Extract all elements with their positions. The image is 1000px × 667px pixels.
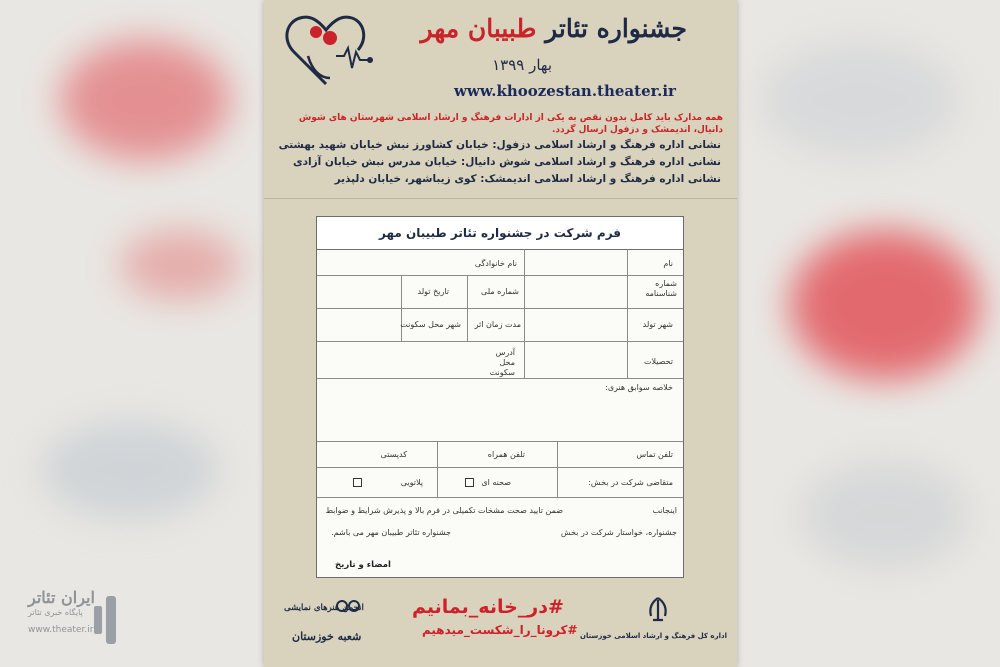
stage-checkbox[interactable] <box>465 478 474 487</box>
org-theater-khuzestan-branch: شعبه خوزستان <box>292 630 362 643</box>
label-postal-code: کدپستی <box>380 450 407 459</box>
website-url: www.khoozestan.theater.ir <box>454 82 676 100</box>
declaration-line-1: اینجانب <box>652 506 677 515</box>
label-applicant-section: متقاضی شرکت در بخش: <box>588 478 673 487</box>
col-divider <box>437 467 438 497</box>
title-main: جشنواره تئاتر <box>545 14 687 43</box>
iran-emblem-icon <box>643 596 673 624</box>
stethoscope-heart-logo-icon <box>278 8 376 92</box>
org-theater-association: انجمن هنرهای نمایشی <box>284 603 364 613</box>
label-duration: مدت زمان اثر <box>474 320 521 329</box>
label-phone: تلفن تماس <box>636 450 673 459</box>
label-birth-city: شهر تولد <box>642 320 673 329</box>
submission-notice: همه مدارک باید کامل بدون نقص به یکی از ادارات فرهنگ و ارشاد اسلامی شهرستان های شوش دانیال، اندیمشک و دزفول ارسال گردد. <box>298 113 723 135</box>
label-art-history: خلاصه سوابق هنری: <box>605 383 673 392</box>
col-divider <box>627 249 628 378</box>
platform-checkbox[interactable] <box>353 478 362 487</box>
label-education: تحصیلات <box>643 357 673 366</box>
watermark-text: ایران تئاتر <box>28 588 95 607</box>
row-divider <box>317 308 683 309</box>
watermark-url: www.theater.ir <box>28 625 94 635</box>
registration-form <box>316 216 684 578</box>
hashtag-defeat-corona: #کرونا_را_شکست_میدهیم <box>422 623 578 637</box>
label-platform: پلاتویی <box>400 478 423 487</box>
label-residence-city: شهر محل سکونت <box>400 320 461 329</box>
col-divider <box>437 441 438 467</box>
watermark-subtitle: پایگاه خبری تئاتر <box>28 608 83 617</box>
label-stage: صحنه ای <box>481 478 511 487</box>
divider <box>264 198 737 199</box>
label-family: نام خانوادگی <box>474 259 517 268</box>
address-shush: نشانی اداره فرهنگ و ارشاد اسلامی شوش دانیال: خیابان مدرس نبش خیابان آزادی <box>293 156 721 168</box>
col-divider <box>401 275 402 341</box>
row-divider <box>317 441 683 442</box>
address-andimeshk: نشانی اداره فرهنگ و ارشاد اسلامی اندیمشک: کوی زیباشهر، خیابان دلپذیر <box>334 173 721 185</box>
col-divider <box>467 275 468 341</box>
festival-poster <box>264 0 737 667</box>
row-divider <box>317 341 683 342</box>
label-id-number: شماره شناسنامه <box>645 279 677 298</box>
label-birth-date: تاریخ تولد <box>417 287 449 296</box>
label-national-code: شماره ملی <box>481 287 519 296</box>
declaration-line-2: ضمن تایید صحت مشخات تکمیلی در فرم بالا و پذیرش شرایط و ضوابط <box>325 506 563 515</box>
address-dezful: نشانی اداره فرهنگ و ارشاد اسلامی دزفول: خیابان کشاورز نبش خیابان شهید بهشتی <box>278 139 721 151</box>
title-red: طبیبان مهر <box>420 14 537 43</box>
row-divider <box>317 467 683 468</box>
col-divider <box>557 467 558 497</box>
col-divider <box>557 441 558 467</box>
form-title: فرم شرکت در جشنواره تئاتر طبیبان مهر <box>317 217 683 250</box>
signature-label: امضاء و تاریخ <box>335 560 391 570</box>
row-divider <box>317 275 683 276</box>
org-ershad-khuzestan: اداره کل فرهنگ و ارشاد اسلامی خوزستان <box>579 632 727 640</box>
label-name: نام <box>663 259 673 268</box>
row-divider <box>317 497 683 498</box>
col-divider <box>524 249 525 378</box>
declaration-line-4: جشنواره تئاتر طبیبان مهر می باشم. <box>331 528 451 537</box>
label-residence-address: آدرس محل سکونت <box>489 348 515 377</box>
hashtag-stay-home: #در_خانه_بمانیم <box>412 596 564 618</box>
season-label: بهار ۱۳۹۹ <box>492 56 552 74</box>
poster-title <box>420 14 687 43</box>
label-mobile: تلفن همراه <box>487 450 525 459</box>
declaration-line-3: جشنواره، خواستار شرکت در بخش <box>560 528 677 537</box>
row-divider <box>317 378 683 379</box>
